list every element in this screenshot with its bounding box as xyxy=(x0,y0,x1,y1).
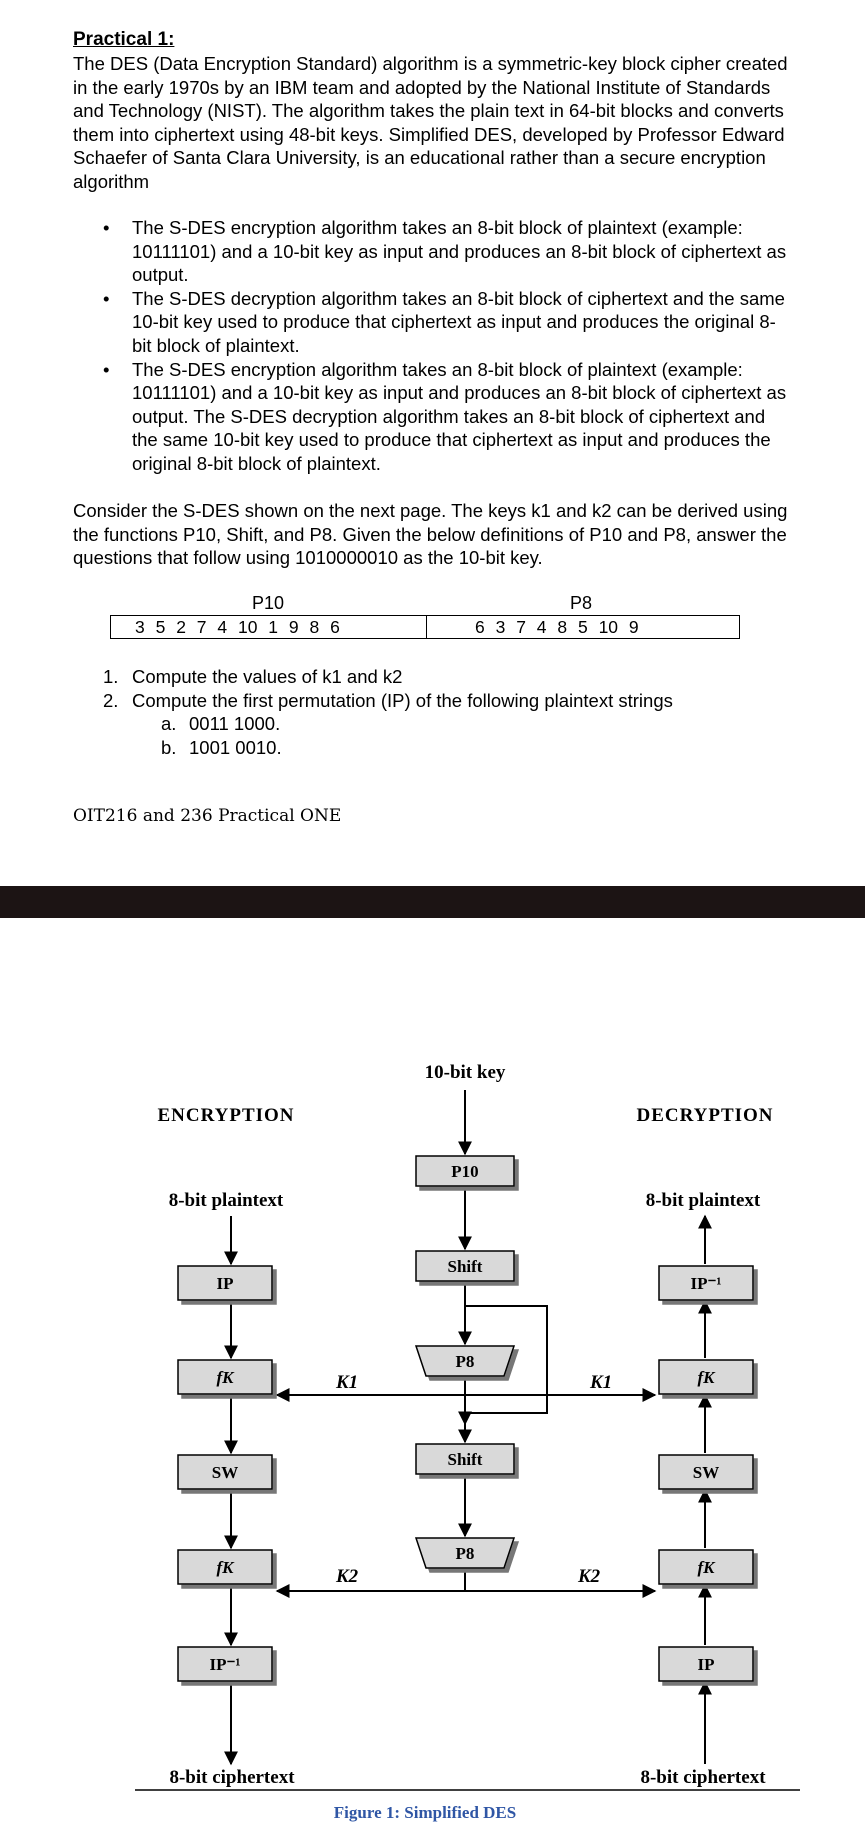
dec-box-ip xyxy=(659,1647,753,1681)
sdes-bullet-list xyxy=(73,216,793,476)
p10-label: P10 xyxy=(252,593,285,613)
k1-text: K1 xyxy=(336,1372,359,1393)
bullet-dot: • xyxy=(103,358,110,380)
bullet-item xyxy=(73,287,793,358)
dec-box-sw xyxy=(659,1455,753,1489)
box-label: SW xyxy=(692,1463,720,1482)
course-footer: OIT216 and 236 Practical ONE xyxy=(73,806,342,826)
sdes-figure xyxy=(0,918,865,1838)
box-label: IP xyxy=(697,1655,715,1674)
figure-caption: Figure 1: Simplified DES xyxy=(333,1803,517,1822)
box-label: fK xyxy=(697,1558,715,1577)
question-item xyxy=(73,665,793,689)
practical-heading: Practical 1: xyxy=(73,29,175,50)
sub-question-text: 1001 0010. xyxy=(189,736,282,758)
p10-values: 3 5 2 7 4 10 1 9 8 6 xyxy=(111,616,427,638)
dec-box-fk2 xyxy=(659,1550,753,1584)
sdes-diagram xyxy=(0,918,865,1838)
enc-box-sw xyxy=(178,1455,272,1489)
page-separator xyxy=(0,886,865,918)
box-label: IP⁻¹ xyxy=(690,1274,722,1293)
bullet-text: The S-DES encryption algorithm takes an 8-bit block of plaintext (example: 10111101) and a 10-bit key as input and produces an 8-bit block of ciphertext as output. The S-DES decryption algorithm takes an 8-bit block of ciphertext and the same 10-bit key used to produce that ciphertext as input and produces the original 8-bit block of plaintext. xyxy=(132,358,787,474)
k2-label-right xyxy=(577,1566,601,1587)
box-label: P8 xyxy=(455,1544,475,1563)
encryption-label: ENCRYPTION xyxy=(157,1105,295,1126)
k1-label-left xyxy=(335,1372,358,1393)
permutation-table xyxy=(110,615,740,639)
box-label: fK xyxy=(216,1558,234,1577)
k2-text: K2 xyxy=(336,1566,359,1587)
dec-box-ip-inverse xyxy=(659,1266,753,1300)
box-label: Shift xyxy=(447,1450,483,1469)
bullet-text: The S-DES decryption algorithm takes an 8-bit block of ciphertext and the same 10-bit key used to produce that ciphertext as input and produces the original 8-bit block of plaintext. xyxy=(132,287,785,356)
enc-box-ip xyxy=(178,1266,272,1300)
k1-label-right xyxy=(589,1372,612,1393)
sub-question-letter: b. xyxy=(161,736,177,758)
enc-output-label: 8-bit ciphertext xyxy=(169,1767,295,1788)
box-label: fK xyxy=(216,1368,234,1387)
box-label: fK xyxy=(697,1368,715,1387)
key-box-p8-1 xyxy=(416,1346,514,1376)
box-label: P10 xyxy=(451,1162,479,1181)
consider-paragraph: Consider the S-DES shown on the next page. The keys k1 and k2 can be derived using the functions P10, Shift, and P8. Given the below definitions of P10 and P8, answer the questions that follow using 1010000010 as the 10-bit key. xyxy=(73,500,788,568)
p8-label: P8 xyxy=(570,593,593,613)
question-number: 1. xyxy=(103,666,119,687)
sub-question-letter: a. xyxy=(161,713,177,734)
question-text: Compute the values of k1 and k2 xyxy=(132,666,403,687)
decryption-label: DECRYPTION xyxy=(636,1105,774,1126)
dec-input-label: 8-bit ciphertext xyxy=(640,1767,766,1788)
enc-box-ip-inverse xyxy=(178,1647,272,1681)
dec-output-label: 8-bit plaintext xyxy=(645,1190,761,1211)
box-label: IP⁻¹ xyxy=(209,1655,241,1674)
p8-values: 6 3 7 4 8 5 10 9 xyxy=(475,616,639,637)
enc-box-fk1 xyxy=(178,1360,272,1394)
bullet-item xyxy=(73,216,793,287)
k1-text: K1 xyxy=(590,1372,613,1393)
sub-question-item xyxy=(73,712,793,736)
key-box-p8-2 xyxy=(416,1538,514,1568)
permutation-labels xyxy=(110,593,740,615)
key-box-shift1 xyxy=(416,1251,514,1281)
bullet-dot: • xyxy=(103,287,110,309)
question-text: Compute the first permutation (IP) of the following plaintext strings xyxy=(132,689,673,711)
key-label: 10-bit key xyxy=(424,1062,506,1083)
question-number: 2. xyxy=(103,689,119,711)
question-item xyxy=(73,689,793,713)
intro-paragraph: The DES (Data Encryption Standard) algorithm is a symmetric-key block cipher created in the early 1970s by an IBM team and adopted by the National Institute of Standards and Technology (NIST). The algorithm takes the plain text in 64-bit blocks and converts them into ciphertext using 48-bit keys. Simplified DES, developed by Professor Edward Schaefer of Santa Clara University, is an educational rather than a secure encryption algorithm xyxy=(73,53,788,192)
practical-page xyxy=(0,0,865,886)
bullet-text: The S-DES encryption algorithm takes an 8-bit block of plaintext (example: 10111101) and a 10-bit key as input and produces an 8-bit block of ciphertext as output. xyxy=(132,217,787,286)
enc-box-fk2 xyxy=(178,1550,272,1584)
box-label: SW xyxy=(211,1463,239,1482)
question-list xyxy=(73,665,793,759)
sub-question-item xyxy=(73,736,793,760)
enc-input-label: 8-bit plaintext xyxy=(168,1190,284,1211)
k2-text: K2 xyxy=(578,1566,601,1587)
box-label: P8 xyxy=(455,1352,475,1371)
key-box-p10 xyxy=(416,1156,514,1186)
box-label: IP xyxy=(216,1274,234,1293)
box-label: Shift xyxy=(447,1257,483,1276)
dec-box-fk1 xyxy=(659,1360,753,1394)
key-box-shift2 xyxy=(416,1444,514,1474)
sub-question-text: 0011 1000. xyxy=(189,713,281,734)
bullet-item xyxy=(73,358,793,476)
bullet-dot: • xyxy=(103,217,110,238)
k2-label-left xyxy=(335,1566,359,1587)
